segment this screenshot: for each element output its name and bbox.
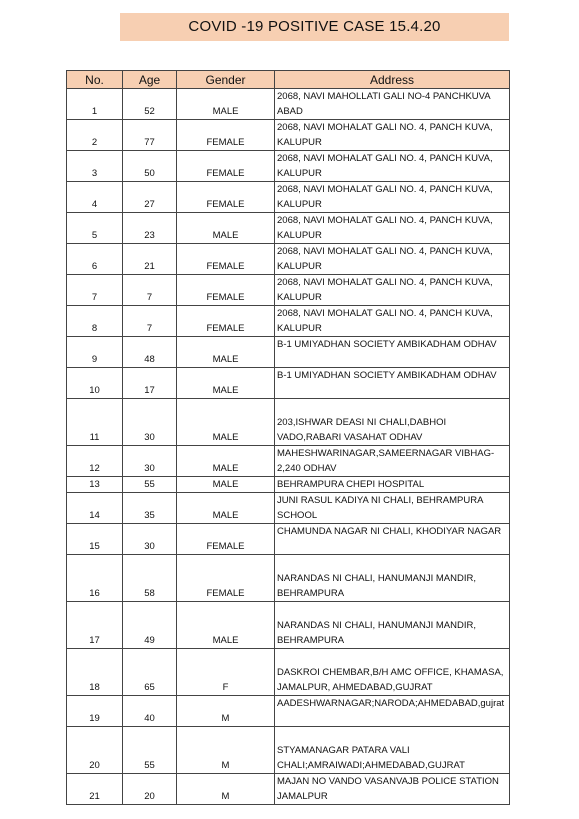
cell-no: 21 bbox=[67, 774, 123, 805]
cell-age: 55 bbox=[123, 727, 177, 774]
cell-no: 6 bbox=[67, 244, 123, 275]
cell-address: CHAMUNDA NAGAR NI CHALI, KHODIYAR NAGAR bbox=[275, 524, 510, 555]
table-row bbox=[67, 493, 510, 524]
cell-gender: MALE bbox=[177, 477, 275, 493]
table-row bbox=[67, 89, 510, 120]
cell-age: 77 bbox=[123, 120, 177, 151]
cell-address: B-1 UMIYADHAN SOCIETY AMBIKADHAM ODHAV bbox=[275, 337, 510, 368]
table-row bbox=[67, 524, 510, 555]
table-row bbox=[67, 213, 510, 244]
table-row bbox=[67, 368, 510, 399]
cell-age: 52 bbox=[123, 89, 177, 120]
table-row bbox=[67, 275, 510, 306]
cell-gender: MALE bbox=[177, 446, 275, 477]
cell-no: 20 bbox=[67, 727, 123, 774]
cell-address: NARANDAS NI CHALI, HANUMANJI MANDIR, BEHRAMPURA bbox=[275, 555, 510, 602]
cell-age: 30 bbox=[123, 524, 177, 555]
cell-gender: MALE bbox=[177, 602, 275, 649]
table-row bbox=[67, 696, 510, 727]
cell-address: STYAMANAGAR PATARA VALI CHALI;AMRAIWADI;AHMEDABAD,GUJRAT bbox=[275, 727, 510, 774]
cell-address: B-1 UMIYADHAN SOCIETY AMBIKADHAM ODHAV bbox=[275, 368, 510, 399]
cell-address: 2068, NAVI MOHALAT GALI NO. 4, PANCH KUVA, KALUPUR bbox=[275, 213, 510, 244]
cell-no: 3 bbox=[67, 151, 123, 182]
table-row bbox=[67, 306, 510, 337]
table-row bbox=[67, 399, 510, 446]
table-header-row bbox=[67, 71, 510, 89]
cell-gender: FEMALE bbox=[177, 120, 275, 151]
cell-age: 27 bbox=[123, 182, 177, 213]
cell-age: 20 bbox=[123, 774, 177, 805]
cell-address: 203,ISHWAR DEASI NI CHALI,DABHOI VADO,RABARI VASAHAT ODHAV bbox=[275, 399, 510, 446]
cell-age: 55 bbox=[123, 477, 177, 493]
cell-gender: MALE bbox=[177, 399, 275, 446]
cell-gender: F bbox=[177, 649, 275, 696]
cell-gender: MALE bbox=[177, 89, 275, 120]
cell-no: 12 bbox=[67, 446, 123, 477]
cell-gender: M bbox=[177, 774, 275, 805]
cell-gender: FEMALE bbox=[177, 244, 275, 275]
cell-no: 18 bbox=[67, 649, 123, 696]
cell-gender: FEMALE bbox=[177, 524, 275, 555]
cell-no: 16 bbox=[67, 555, 123, 602]
cell-gender: M bbox=[177, 727, 275, 774]
cell-address: 2068, NAVI MOHALAT GALI NO. 4, PANCH KUVA, KALUPUR bbox=[275, 306, 510, 337]
cell-gender: FEMALE bbox=[177, 555, 275, 602]
cell-gender: FEMALE bbox=[177, 151, 275, 182]
cell-address: NARANDAS NI CHALI, HANUMANJI MANDIR, BEHRAMPURA bbox=[275, 602, 510, 649]
cell-no: 7 bbox=[67, 275, 123, 306]
cell-age: 30 bbox=[123, 399, 177, 446]
cell-gender: MALE bbox=[177, 493, 275, 524]
cell-no: 8 bbox=[67, 306, 123, 337]
cell-age: 58 bbox=[123, 555, 177, 602]
table-row bbox=[67, 182, 510, 213]
cell-age: 65 bbox=[123, 649, 177, 696]
cell-no: 14 bbox=[67, 493, 123, 524]
cell-gender: FEMALE bbox=[177, 306, 275, 337]
cell-no: 2 bbox=[67, 120, 123, 151]
cell-gender: MALE bbox=[177, 337, 275, 368]
cell-no: 9 bbox=[67, 337, 123, 368]
table-row bbox=[67, 727, 510, 774]
cell-no: 19 bbox=[67, 696, 123, 727]
table-body bbox=[67, 89, 510, 805]
cell-address: JUNI RASUL KADIYA NI CHALI, BEHRAMPURA SCHOOL bbox=[275, 493, 510, 524]
cell-age: 30 bbox=[123, 446, 177, 477]
cell-address: MAJAN NO VANDO VASANVAJB POLICE STATION JAMALPUR bbox=[275, 774, 510, 805]
cell-age: 7 bbox=[123, 275, 177, 306]
cell-age: 23 bbox=[123, 213, 177, 244]
cell-address: 2068, NAVI MOHALAT GALI NO. 4, PANCH KUVA, KALUPUR bbox=[275, 120, 510, 151]
cell-address: DASKROI CHEMBAR,B/H AMC OFFICE, KHAMASA, JAMALPUR, AHMEDABAD,GUJRAT bbox=[275, 649, 510, 696]
table-row bbox=[67, 120, 510, 151]
cell-address: 2068, NAVI MOHALAT GALI NO. 4, PANCH KUVA, KALUPUR bbox=[275, 151, 510, 182]
cell-no: 4 bbox=[67, 182, 123, 213]
table-row bbox=[67, 477, 510, 493]
cell-address: 2068, NAVI MOHALAT GALI NO. 4, PANCH KUVA, KALUPUR bbox=[275, 275, 510, 306]
cell-no: 10 bbox=[67, 368, 123, 399]
header-address: Address bbox=[275, 71, 510, 89]
cell-no: 11 bbox=[67, 399, 123, 446]
table-row bbox=[67, 774, 510, 805]
cell-address: 2068, NAVI MOHALAT GALI NO. 4, PANCH KUVA, KALUPUR bbox=[275, 244, 510, 275]
header-age: Age bbox=[123, 71, 177, 89]
cell-address: 2068, NAVI MOHALAT GALI NO. 4, PANCH KUVA, KALUPUR bbox=[275, 182, 510, 213]
page-title: COVID -19 POSITIVE CASE 15.4.20 bbox=[120, 13, 509, 41]
cell-no: 13 bbox=[67, 477, 123, 493]
header-no: No. bbox=[67, 71, 123, 89]
table-row bbox=[67, 337, 510, 368]
table-row bbox=[67, 602, 510, 649]
table-row bbox=[67, 555, 510, 602]
cell-gender: MALE bbox=[177, 368, 275, 399]
cell-age: 17 bbox=[123, 368, 177, 399]
cell-gender: FEMALE bbox=[177, 182, 275, 213]
table-row bbox=[67, 649, 510, 696]
cell-address: AADESHWARNAGAR;NARODA;AHMEDABAD,gujrat bbox=[275, 696, 510, 727]
cell-age: 40 bbox=[123, 696, 177, 727]
cell-age: 35 bbox=[123, 493, 177, 524]
cell-no: 17 bbox=[67, 602, 123, 649]
cell-age: 49 bbox=[123, 602, 177, 649]
cell-gender: M bbox=[177, 696, 275, 727]
cell-age: 21 bbox=[123, 244, 177, 275]
cell-gender: MALE bbox=[177, 213, 275, 244]
cases-table bbox=[66, 70, 510, 805]
cell-address: 2068, NAVI MAHOLLATI GALI NO-4 PANCHKUVA ABAD bbox=[275, 89, 510, 120]
header-gender: Gender bbox=[177, 71, 275, 89]
cell-address: MAHESHWARINAGAR,SAMEERNAGAR VIBHAG-2,240 ODHAV bbox=[275, 446, 510, 477]
table-row bbox=[67, 244, 510, 275]
table-row bbox=[67, 446, 510, 477]
cell-no: 15 bbox=[67, 524, 123, 555]
cell-age: 48 bbox=[123, 337, 177, 368]
cell-address: BEHRAMPURA CHEPI HOSPITAL bbox=[275, 477, 510, 493]
table-row bbox=[67, 151, 510, 182]
cell-age: 50 bbox=[123, 151, 177, 182]
cell-no: 5 bbox=[67, 213, 123, 244]
cell-gender: FEMALE bbox=[177, 275, 275, 306]
cell-no: 1 bbox=[67, 89, 123, 120]
cell-age: 7 bbox=[123, 306, 177, 337]
